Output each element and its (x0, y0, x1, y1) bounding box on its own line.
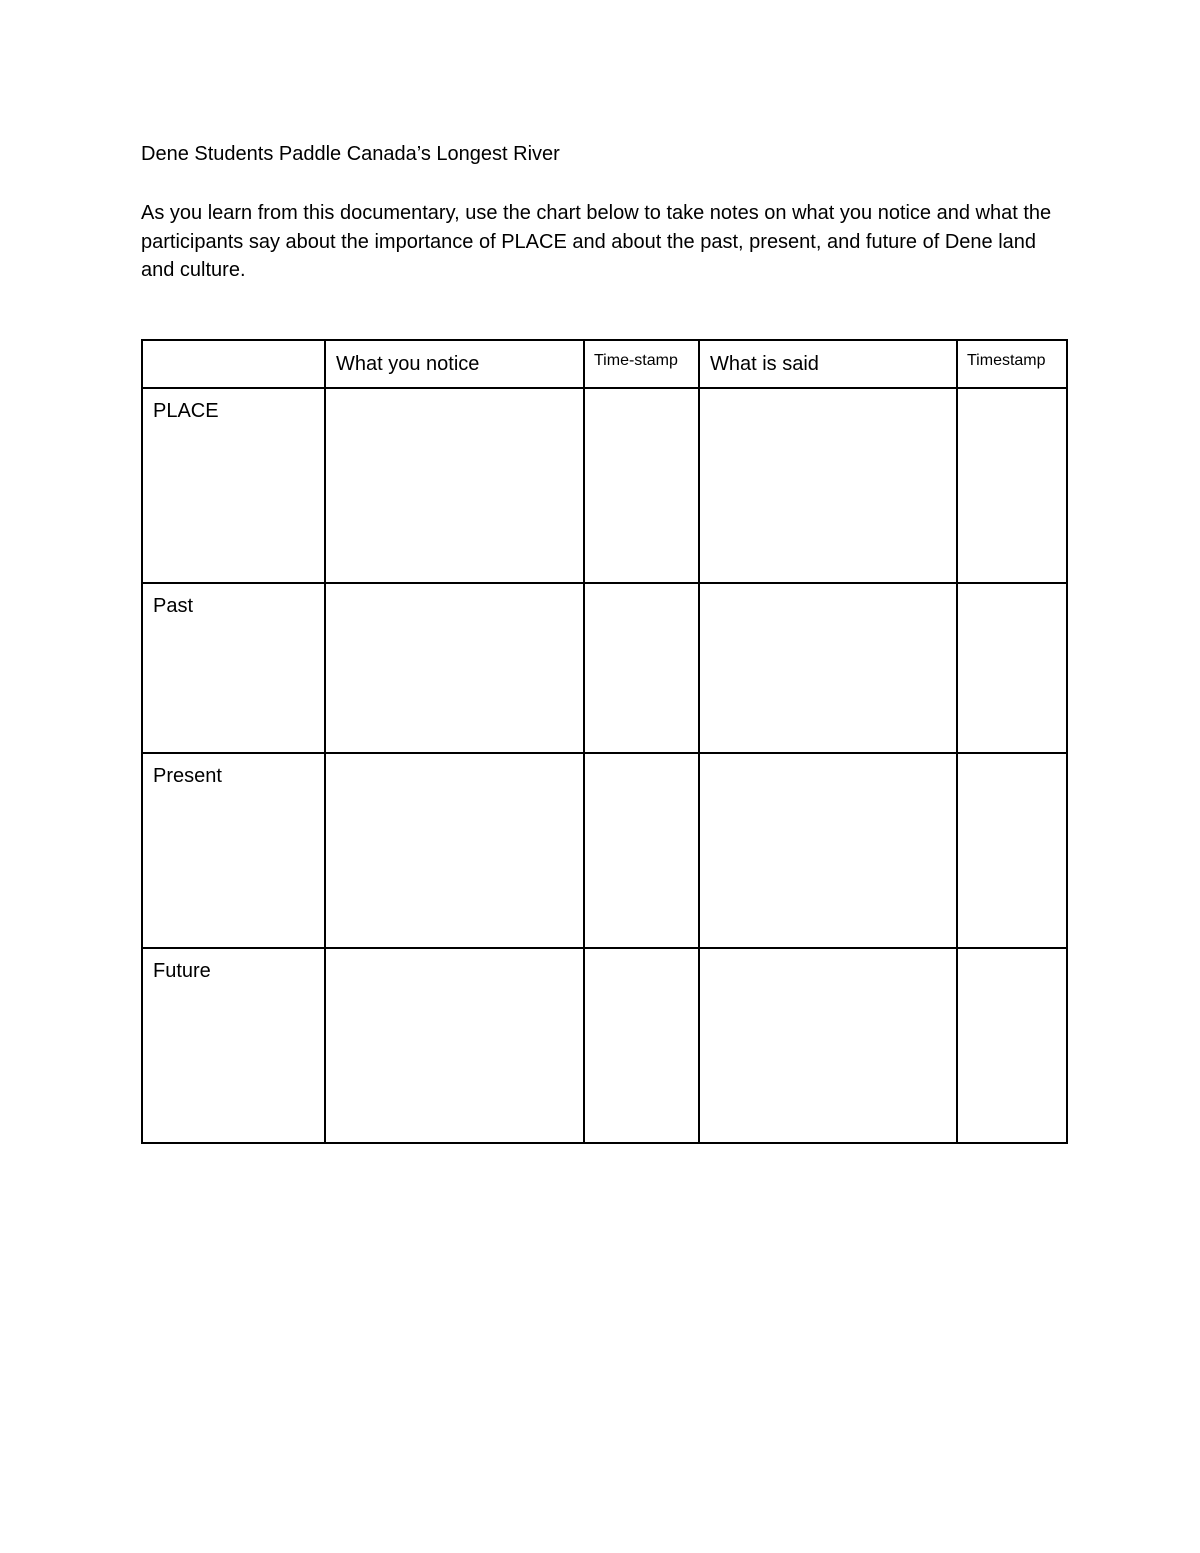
header-time-stamp: Time-stamp (584, 340, 699, 388)
row-label-present: Present (142, 753, 325, 948)
table-row-past (142, 583, 1067, 753)
header-what-is-said: What is said (699, 340, 957, 388)
place-notice-timestamp-cell[interactable] (584, 388, 699, 583)
header-timestamp: Timestamp (957, 340, 1067, 388)
row-label-past: Past (142, 583, 325, 753)
place-said-cell[interactable] (699, 388, 957, 583)
row-label-place: PLACE (142, 388, 325, 583)
table-row-future (142, 948, 1067, 1143)
future-said-timestamp-cell[interactable] (957, 948, 1067, 1143)
table-header-row (142, 340, 1067, 388)
future-notice-cell[interactable] (325, 948, 584, 1143)
future-said-cell[interactable] (699, 948, 957, 1143)
present-said-timestamp-cell[interactable] (957, 753, 1067, 948)
past-notice-cell[interactable] (325, 583, 584, 753)
row-label-future: Future (142, 948, 325, 1143)
instructions-text: As you learn from this documentary, use the chart below to take notes on what you notice and what the participants say about the importance of PLACE and about the past, present, and future of Dene land and culture. (141, 202, 1052, 281)
place-said-timestamp-cell[interactable] (957, 388, 1067, 583)
page-title: Dene Students Paddle Canada’s Longest River (141, 143, 560, 165)
header-what-you-notice: What you notice (325, 340, 584, 388)
table-row-place (142, 388, 1067, 583)
place-notice-cell[interactable] (325, 388, 584, 583)
past-said-timestamp-cell[interactable] (957, 583, 1067, 753)
notes-table (141, 339, 1068, 1144)
present-notice-cell[interactable] (325, 753, 584, 948)
present-said-cell[interactable] (699, 753, 957, 948)
past-said-cell[interactable] (699, 583, 957, 753)
past-notice-timestamp-cell[interactable] (584, 583, 699, 753)
header-cell-empty (142, 340, 325, 388)
table-row-present (142, 753, 1067, 948)
present-notice-timestamp-cell[interactable] (584, 753, 699, 948)
future-notice-timestamp-cell[interactable] (584, 948, 699, 1143)
